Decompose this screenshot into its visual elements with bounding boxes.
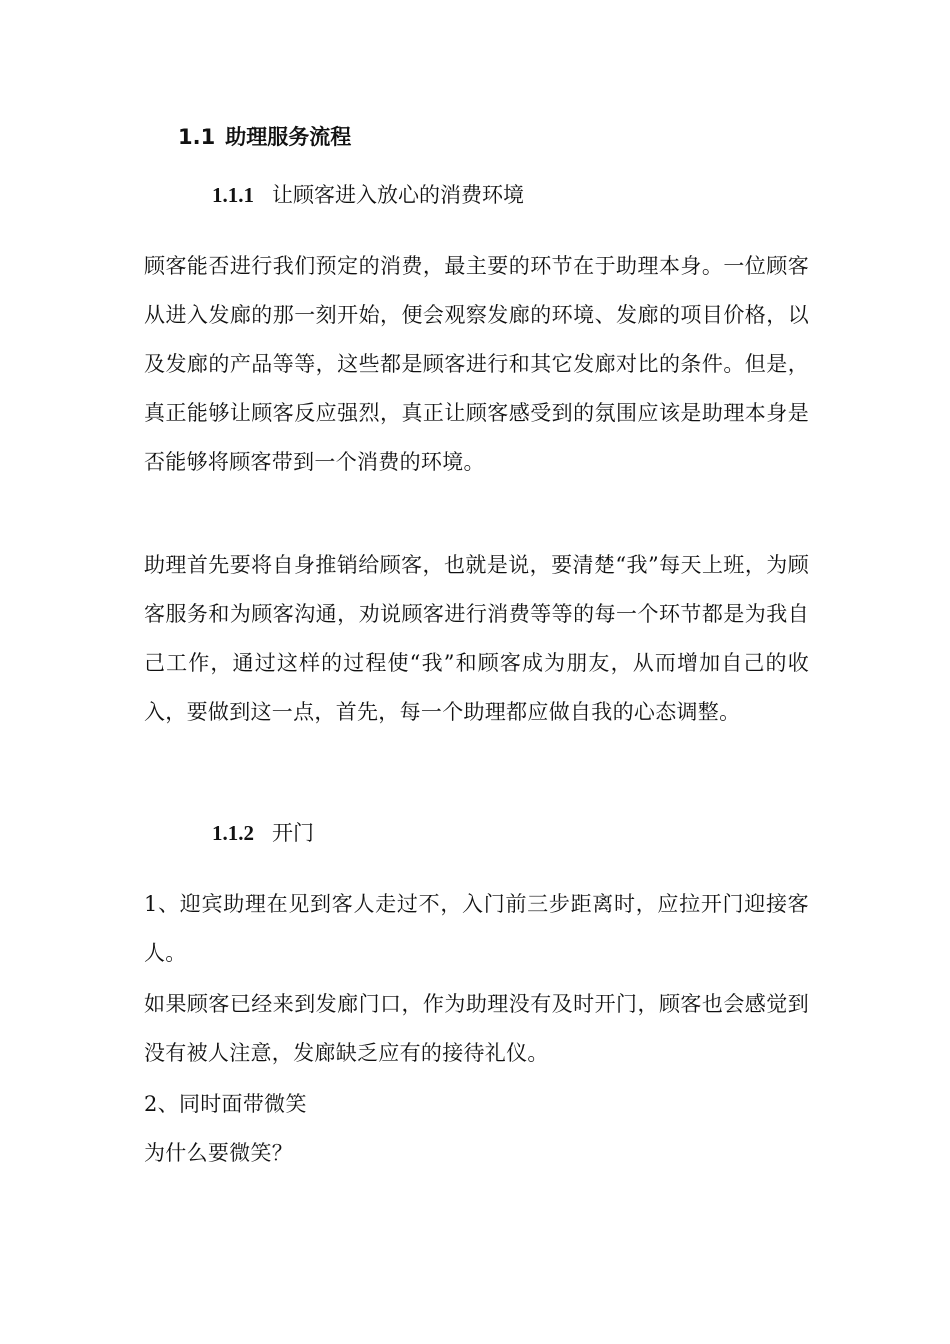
list-item-1: 1、迎宾助理在见到客人走过不，入门前三步距离时，应拉开门迎接客人。 [144, 892, 809, 965]
section-number: 1.1 [178, 125, 216, 149]
section-title: 助理服务流程 [225, 125, 352, 149]
subsection-heading-1 [212, 180, 524, 210]
list-item-2: 如果顾客已经来到发廊门口，作为助理没有及时开门，顾客也会感觉到没有被人注意，发廊缺乏应有的接待礼仪。 [144, 992, 809, 1065]
list-item-3: 2、同时面带微笑 [144, 1092, 307, 1116]
paragraph-2: 助理首先要将自身推销给顾客，也就是说，要清楚“我”每天上班，为顾客服务和为顾客沟通，劝说顾客进行消费等等的每一个环节都是为我自己工作，通过这样的过程使“我”和顾客成为朋友，从而增加自己的收入，要做到这一点，首先，每一个助理都应做自我的心态调整。 [144, 553, 809, 724]
subsection-number-2: 1.1.2 [212, 821, 254, 845]
subsection-title-1: 让顾客进入放心的消费环境 [272, 183, 524, 207]
list-item-4: 为什么要微笑？ [144, 1141, 294, 1165]
subsection-heading-2 [212, 818, 314, 848]
section-heading [178, 122, 351, 152]
subsection-title-2: 开门 [272, 821, 314, 845]
subsection-number-1: 1.1.1 [212, 183, 254, 207]
paragraph-1: 顾客能否进行我们预定的消费，最主要的环节在于助理本身。一位顾客从进入发廊的那一刻开始，便会观察发廊的环境、发廊的项目价格，以及发廊的产品等等，这些都是顾客进行和其它发廊对比的条件。但是，真正能够让顾客反应强烈，真正让顾客感受到的氛围应该是助理本身是否能够将顾客带到一个消费的环境。 [144, 254, 809, 474]
